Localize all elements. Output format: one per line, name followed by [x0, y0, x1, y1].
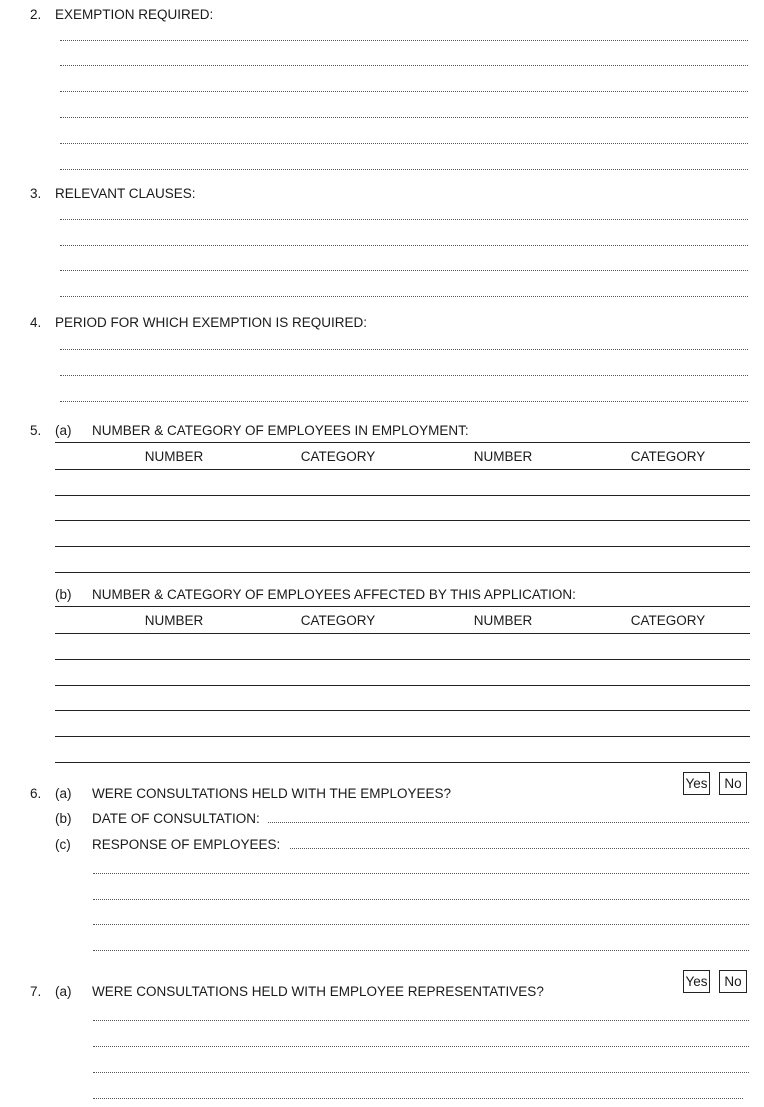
section-6c-label: (c) — [55, 837, 71, 852]
response-line-1[interactable] — [93, 873, 749, 874]
exemption-required-line-5[interactable] — [60, 143, 748, 144]
table-5a-header-number-2: NUMBER — [473, 449, 533, 464]
section-3-number: 3. — [30, 186, 42, 201]
table-5a-row-4[interactable] — [55, 572, 750, 573]
table-5b-rule — [55, 633, 750, 634]
exemption-required-line-3[interactable] — [60, 91, 748, 92]
section-4-title: PERIOD FOR WHICH EXEMPTION IS REQUIRED: — [55, 315, 368, 330]
section-2-number: 2. — [30, 7, 42, 22]
representatives-line-3[interactable] — [93, 1072, 749, 1073]
table-5a-row-1[interactable] — [55, 495, 750, 496]
representatives-line-1[interactable] — [93, 1020, 749, 1021]
section-6-no-checkbox[interactable]: No — [719, 772, 747, 795]
exemption-required-line-1[interactable] — [60, 40, 748, 41]
date-of-consultation-field[interactable] — [268, 822, 749, 823]
table-5a-top-rule — [55, 442, 750, 443]
section-6b-title: DATE OF CONSULTATION: — [92, 811, 260, 826]
table-5a-row-2[interactable] — [55, 520, 750, 521]
table-5b-row-5[interactable] — [55, 762, 750, 763]
section-6-yes-checkbox[interactable]: Yes — [683, 772, 710, 795]
section-5-number: 5. — [30, 423, 42, 438]
section-6b-label: (b) — [55, 811, 72, 826]
section-7-yes-checkbox[interactable]: Yes — [683, 970, 710, 993]
section-7-no-checkbox[interactable]: No — [719, 970, 747, 993]
section-5a-label: (a) — [55, 423, 72, 438]
table-5a-row-3[interactable] — [55, 546, 750, 547]
response-line-3[interactable] — [93, 924, 749, 925]
table-5b-row-2[interactable] — [55, 685, 750, 686]
section-3-title: RELEVANT CLAUSES: — [55, 186, 196, 201]
table-5b-row-1[interactable] — [55, 659, 750, 660]
section-5b-label: (b) — [55, 587, 72, 602]
section-7-number: 7. — [30, 984, 42, 999]
table-5b-top-rule — [55, 606, 750, 607]
table-5b-row-4[interactable] — [55, 736, 750, 737]
exemption-required-line-6[interactable] — [60, 169, 748, 170]
response-line-4[interactable] — [93, 950, 749, 951]
table-5a-rule — [55, 469, 750, 470]
table-5b-row-3[interactable] — [55, 710, 750, 711]
section-7a-label: (a) — [55, 984, 72, 999]
section-6c-title: RESPONSE OF EMPLOYEES: — [92, 837, 281, 852]
response-of-employees-field[interactable] — [290, 848, 749, 849]
section-2-title: EXEMPTION REQUIRED: — [55, 7, 214, 22]
relevant-clauses-line-3[interactable] — [60, 270, 748, 271]
relevant-clauses-line-1[interactable] — [60, 219, 748, 220]
section-7a-title: WERE CONSULTATIONS HELD WITH EMPLOYEE REPRESENTATIVES? — [92, 984, 544, 999]
table-5b-header-category-1: CATEGORY — [300, 613, 376, 628]
table-5b-header-number-1: NUMBER — [144, 613, 204, 628]
period-line-1[interactable] — [60, 349, 748, 350]
response-line-2[interactable] — [93, 899, 749, 900]
table-5a-header-category-2: CATEGORY — [630, 449, 706, 464]
period-line-3[interactable] — [60, 401, 748, 402]
representatives-line-2[interactable] — [93, 1046, 749, 1047]
section-6-number: 6. — [30, 786, 42, 801]
exemption-required-line-4[interactable] — [60, 117, 748, 118]
section-6a-label: (a) — [55, 786, 72, 801]
table-5b-header-number-2: NUMBER — [473, 613, 533, 628]
table-5a-header-number-1: NUMBER — [144, 449, 204, 464]
section-6a-title: WERE CONSULTATIONS HELD WITH THE EMPLOYEES? — [92, 786, 452, 801]
representatives-line-4[interactable] — [93, 1098, 743, 1099]
table-5b-header-category-2: CATEGORY — [630, 613, 706, 628]
relevant-clauses-line-4[interactable] — [60, 296, 748, 297]
relevant-clauses-line-2[interactable] — [60, 245, 748, 246]
section-5b-title: NUMBER & CATEGORY OF EMPLOYEES AFFECTED BY THIS APPLICATION: — [92, 587, 576, 602]
period-line-2[interactable] — [60, 375, 748, 376]
exemption-required-line-2[interactable] — [60, 65, 748, 66]
section-5a-title: NUMBER & CATEGORY OF EMPLOYEES IN EMPLOYMENT: — [92, 423, 469, 438]
table-5a-header-category-1: CATEGORY — [300, 449, 376, 464]
section-4-number: 4. — [30, 315, 42, 330]
